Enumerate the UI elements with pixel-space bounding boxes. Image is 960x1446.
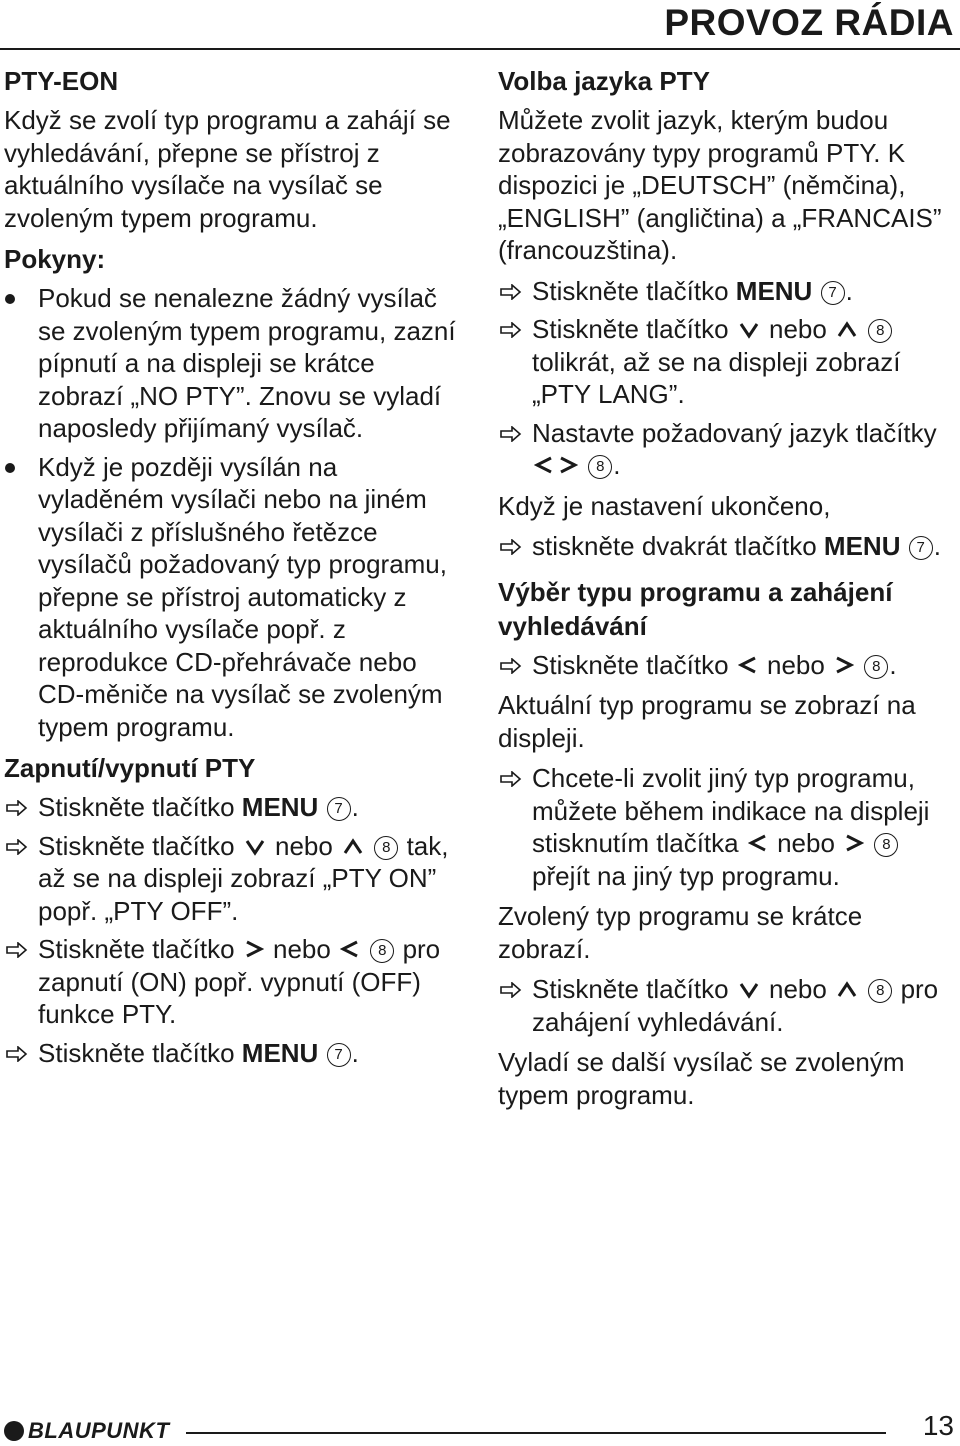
- pty-onoff-heading: Zapnutí/vypnutí PTY: [4, 753, 256, 783]
- step-text: Chcete-li zvolit jiný typ programu, můžete během indikace na displeji stisknutím tlačítka: [532, 763, 930, 858]
- key-number-badge: 8: [868, 979, 892, 1003]
- down-key-icon: [738, 321, 760, 339]
- note-text: Pokud se nenalezne žádný vysílač se zvoleným typem programu, zazní pípnutí a na displeji se krátce zobrazí „NO PTY”. Znovu se vyladí naposledy přijímaný vysílač.: [38, 283, 456, 443]
- down-key-icon: [244, 838, 266, 856]
- step-text: Stiskněte tlačítko: [532, 974, 729, 1004]
- brand-name: BLAUPUNKT: [28, 1418, 170, 1443]
- pty-eon-text: Když se zvolí typ programu a zahájí se vyhledávání, přepne se přístroj z aktuálního vysílače na vysílač se zvoleným typem programu.: [4, 105, 451, 233]
- program-select-heading: Výběr typu programu a zahájení vyhledávání: [498, 576, 893, 641]
- step-item: Stiskněte tlačítko MENU 7 .: [498, 275, 956, 308]
- key-number-badge: 8: [874, 833, 898, 857]
- pty-language-text: Můžete zvolit jazyk, kterým budou zobrazovány typy programů PTY. K dispozici je „DEUTSCH” (němčina), „ENGLISH” (angličtina) a „FRANCAIS” (francouzština).: [498, 105, 942, 265]
- pty-onoff-steps: [4, 791, 466, 1069]
- step-arrow-icon: [6, 839, 28, 855]
- program-select-text-3: Vyladí se další vysílač se zvoleným typem programu.: [498, 1047, 905, 1110]
- key-number-badge: 7: [327, 1043, 351, 1067]
- note-item: [4, 282, 466, 445]
- notes-heading: Pokyny:: [4, 244, 106, 274]
- footer-rule: [186, 1432, 886, 1434]
- menu-key-label: MENU: [823, 531, 901, 561]
- left-key-icon: [534, 455, 554, 475]
- down-key-icon: [738, 981, 760, 999]
- right-key-icon: [558, 455, 578, 475]
- step-arrow-icon: [500, 539, 522, 555]
- step-text: Stiskněte tlačítko: [532, 275, 729, 306]
- key-number-badge: 8: [864, 655, 888, 679]
- step-text: Nastavte požadovaný jazyk tlačítky: [532, 417, 937, 448]
- right-key-icon: [244, 939, 264, 959]
- step-text: Stiskněte tlačítko: [532, 314, 729, 344]
- step-text: Stiskněte tlačítko: [38, 1037, 235, 1068]
- step-item: Stiskněte tlačítko nebo 8 pro zapnutí (ON) popř. vypnutí (OFF) funkce PTY.: [4, 933, 466, 1031]
- program-select-step-3: [498, 973, 956, 1038]
- step-text: Stiskněte tlačítko: [38, 934, 235, 964]
- up-key-icon: [836, 321, 858, 339]
- left-column: [4, 64, 466, 1077]
- step-item: Chcete-li zvolit jiný typ programu, můžete během indikace na displeji stisknutím tlačítka nebo 8 přejít na jiný typ programu.: [498, 762, 956, 892]
- key-number-badge: 8: [588, 455, 612, 479]
- page-title: PROVOZ RÁDIA: [664, 2, 954, 43]
- program-select-step-2: [498, 762, 956, 892]
- step-item: Stiskněte tlačítko MENU 7 .: [4, 791, 466, 824]
- step-item: Stiskněte tlačítko nebo 8 tolikrát, až se na displeji zobrazí „PTY LANG”.: [498, 313, 956, 411]
- right-key-icon: [844, 833, 864, 853]
- right-key-icon: [834, 655, 854, 675]
- key-number-badge: 8: [868, 319, 892, 343]
- program-select-step-1: [498, 649, 956, 682]
- bullet-icon: [5, 463, 15, 473]
- step-text: Stiskněte tlačítko: [38, 830, 235, 861]
- logo-dot-icon: [4, 1421, 24, 1441]
- step-arrow-icon: [6, 1046, 28, 1062]
- step-arrow-icon: [500, 658, 522, 674]
- step-text: stiskněte dvakrát tlačítko: [532, 531, 817, 561]
- blaupunkt-logo: [4, 1418, 169, 1444]
- key-number-badge: 8: [374, 836, 398, 860]
- step-arrow-icon: [500, 322, 522, 338]
- note-text: Když je později vysílán na vyladěném vysílači nebo na jiném vysílači z příslušného řetězce vysílačů požadovaný typ programu, přepne se přístroj automaticky z aktuálního vysílače popř. z reprodukce CD-přehrávače nebo CD-měniče na vysílač se zvoleným typem programu.: [38, 451, 447, 742]
- step-item: Stiskněte tlačítko MENU 7 .: [4, 1037, 466, 1070]
- step-item: Nastavte požadovaný jazyk tlačítky 8 .: [498, 417, 956, 482]
- menu-key-label: MENU: [241, 1037, 319, 1068]
- step-item: stiskněte dvakrát tlačítko MENU 7 .: [498, 530, 956, 563]
- key-number-badge: 7: [821, 281, 845, 305]
- notes-list: [4, 282, 466, 743]
- key-number-badge: 7: [327, 797, 351, 821]
- pty-language-steps: [498, 275, 956, 482]
- step-item: Stiskněte tlačítko nebo 8 tak, až se na displeji zobrazí „PTY ON” popř. „PTY OFF”.: [4, 830, 466, 928]
- step-text: Stiskněte tlačítko: [38, 792, 235, 822]
- step-arrow-icon: [500, 771, 522, 787]
- program-select-text-1: Aktuální typ programu se zobrazí na displeji.: [498, 690, 916, 753]
- menu-key-label: MENU: [241, 792, 319, 822]
- step-arrow-icon: [500, 982, 522, 998]
- step-arrow-icon: [500, 426, 522, 442]
- key-number-badge: 8: [370, 939, 394, 963]
- right-column: [498, 64, 956, 1119]
- pty-language-final-step: [498, 530, 956, 563]
- header-rule: [0, 48, 960, 50]
- key-number-badge: 7: [909, 536, 933, 560]
- step-arrow-icon: [500, 284, 522, 300]
- step-item: Stiskněte tlačítko nebo 8 pro zahájení vyhledávání.: [498, 973, 956, 1038]
- left-key-icon: [340, 939, 360, 959]
- bullet-icon: [5, 294, 15, 304]
- pty-language-done-text: Když je nastavení ukončeno,: [498, 490, 831, 521]
- step-item: Stiskněte tlačítko nebo 8 .: [498, 649, 956, 682]
- menu-key-label: MENU: [735, 275, 813, 306]
- up-key-icon: [342, 838, 364, 856]
- left-key-icon: [738, 655, 758, 675]
- pty-language-heading: Volba jazyka PTY: [498, 66, 710, 96]
- up-key-icon: [836, 981, 858, 999]
- note-item: [4, 451, 466, 744]
- left-key-icon: [748, 833, 768, 853]
- page-number: 13: [922, 1410, 954, 1441]
- program-select-text-2: Zvolený typ programu se krátce zobrazí.: [498, 901, 863, 964]
- step-arrow-icon: [6, 942, 28, 958]
- pty-eon-heading: PTY-EON: [4, 66, 119, 96]
- step-text: Stiskněte tlačítko: [532, 649, 729, 680]
- step-arrow-icon: [6, 800, 28, 816]
